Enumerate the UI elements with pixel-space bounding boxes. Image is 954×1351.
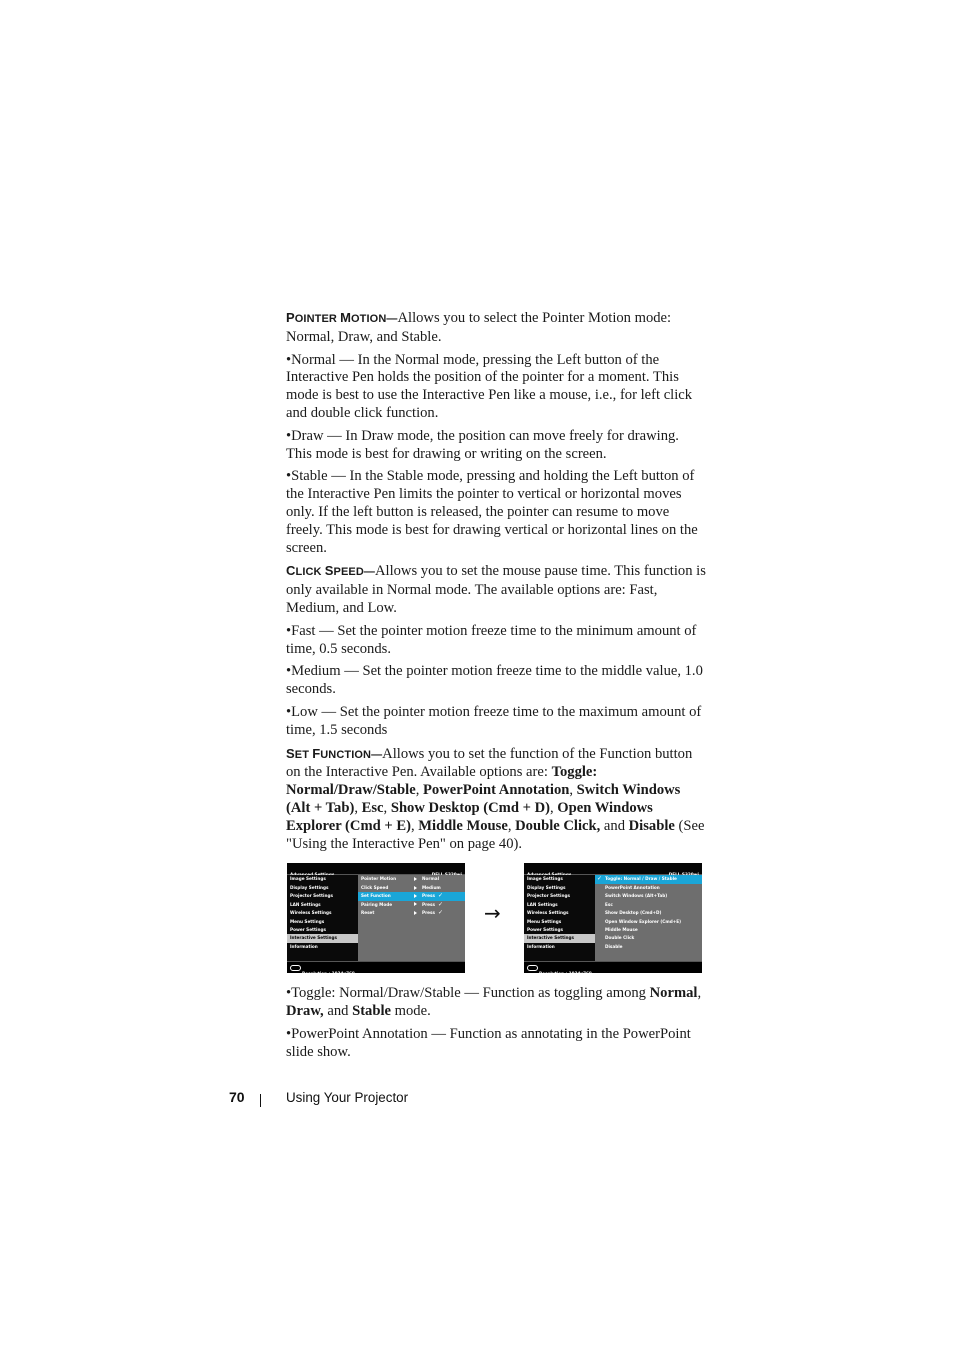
osd-menu-item-selected: Interactive Settings (287, 934, 358, 942)
footer-divider (260, 1094, 261, 1107)
osd-row-label: Reset (361, 910, 375, 916)
osd-resolution: Resolution : 1024x768 (302, 971, 355, 977)
check-icon: ✓ (438, 892, 444, 900)
arrow-right-icon (414, 894, 417, 898)
osd-option-label: Toggle: Normal / Draw / Stable (605, 876, 677, 882)
arrow-right-icon (414, 911, 417, 915)
osd-menu-item: Display Settings (290, 884, 329, 890)
bullet-toggle: •Toggle: Normal/Draw/Stable — Function as toggling among Normal, Draw, and Stable mode. (286, 985, 702, 1020)
osd-option (595, 926, 702, 934)
check-icon: ✓ (597, 875, 603, 883)
osd-menu-item: Projector Settings (527, 893, 570, 899)
osd-header (524, 863, 702, 875)
osd-row-value: Normal (422, 876, 440, 882)
bullet-draw: •Draw — In Draw mode, the position can move freely for drawing. This mode is best for drawing or writing on the screen. (286, 427, 679, 462)
osd-row-label: Pairing Mode (361, 901, 393, 907)
arrow-right-icon: → (484, 901, 501, 926)
arrow-right-icon (414, 886, 417, 890)
osd-option-label: Open Window Explorer (Cmd+E) (605, 918, 682, 924)
osd-option (595, 892, 702, 900)
osd-menu-item: Menu Settings (290, 918, 325, 924)
osd-menu-item: Projector Settings (290, 893, 333, 899)
osd-option (595, 884, 702, 892)
bullet-powerpoint: •PowerPoint Annotation — Function as annotating in the PowerPoint slide show. (286, 1025, 691, 1060)
osd-menu-item: Information (290, 943, 318, 949)
osd-option (595, 901, 702, 909)
osd-menu-item: Menu Settings (527, 918, 562, 924)
osd-option (595, 918, 702, 926)
osd-menu-item: LAN Settings (527, 901, 558, 907)
osd-option-label: Esc (605, 901, 613, 907)
page-body (286, 309, 706, 1067)
osd-option-label: Show Desktop (Cmd+D) (605, 910, 662, 916)
bullet-medium: •Medium — Set the pointer motion freeze time to the middle value, 1.0 seconds. (286, 663, 703, 698)
footer-section-title: Using Your Projector (286, 1090, 409, 1105)
osd-menu-item-selected: Interactive Settings (524, 934, 595, 942)
source-icon (527, 965, 538, 971)
set-function-heading: SET FUNCTION— (286, 745, 383, 761)
source-icon (290, 965, 301, 971)
check-icon: ✓ (438, 909, 444, 917)
osd-set-function (524, 863, 702, 977)
osd-row (358, 884, 465, 892)
osd-menu-item: Image Settings (290, 876, 326, 882)
osd-menu-item: Display Settings (527, 884, 566, 890)
osd-option (595, 943, 702, 951)
osd-menu-item: Power Settings (290, 926, 326, 932)
click-speed-heading: CLICK SPEED— (286, 563, 375, 579)
bullet-low: •Low — Set the pointer motion freeze time to the maximum amount of time, 1.5 seconds (286, 703, 702, 738)
osd-menu-item: Image Settings (527, 876, 563, 882)
osd-row-value: Press (422, 910, 435, 916)
osd-row-label: Click Speed (361, 884, 389, 890)
osd-row-value: Press (422, 901, 435, 907)
osd-submenu (358, 875, 465, 961)
osd-figures (286, 863, 706, 975)
bullet-normal: •Normal — In the Normal mode, pressing the Left button of the Interactive Pen holds the position of the pointer for a moment. This mode is best to use the Interactive Pen like a mouse, i.e., for left click and double click function. (286, 351, 693, 421)
osd-row-label: Pointer Motion (361, 876, 397, 882)
osd-row (358, 901, 465, 909)
osd-interactive-settings (287, 863, 465, 977)
osd-row-value: Medium (422, 884, 441, 890)
osd-menu-item: Power Settings (527, 926, 563, 932)
osd-header (287, 863, 465, 875)
osd-resolution: Resolution : 1024x768 (539, 971, 592, 977)
osd-row (358, 875, 465, 883)
pointer-motion-paragraph: POINTER MOTION—Allows you to select the Pointer Motion mode: Normal, Draw, and Stable. (286, 310, 672, 345)
osd-row-value: Press (422, 893, 435, 899)
page-footer (229, 1089, 629, 1109)
osd-option-selected (595, 875, 702, 883)
click-speed-paragraph: CLICK SPEED—Allows you to set the mouse pause time. This function is only available in Normal mode. The available options are: Fast, Medium, and Low. (286, 563, 706, 616)
osd-option-label: Switch Windows (Alt+Tab) (605, 893, 668, 899)
arrow-right-icon (414, 877, 417, 881)
osd-menu-item: LAN Settings (290, 901, 321, 907)
pointer-motion-heading: POINTER MOTION— (286, 310, 398, 325)
osd-options (595, 875, 702, 961)
osd-menu (524, 875, 595, 961)
osd-row-highlighted (358, 892, 465, 900)
osd-footer (524, 961, 702, 977)
osd-menu-item: Information (527, 943, 555, 949)
osd-menu (287, 875, 358, 961)
check-icon: ✓ (438, 900, 444, 908)
osd-option-label: Disable (605, 943, 623, 949)
osd-menu-item: Wireless Settings (290, 910, 332, 916)
osd-menu-item: Wireless Settings (527, 910, 569, 916)
osd-option (595, 934, 702, 942)
bullet-stable: •Stable — In the Stable mode, pressing and holding the Left button of the Interactive Pen limits the pointer to vertical or horizontal moves only. If the left button is released, the pointer can resume to move freely. This mode is best for drawing vertical or horizontal lines on the screen. (286, 468, 698, 556)
bullet-fast: •Fast — Set the pointer motion freeze time to the minimum amount of time, 0.5 seconds. (286, 622, 697, 657)
osd-row (358, 909, 465, 917)
set-function-paragraph: SET FUNCTION—Allows you to set the function of the Function button on the Interactive Pen. Available options are: Toggle: Normal/Draw/Stable, PowerPoint Annotation, Switch Windows (Alt + Tab), Esc, Show Desktop (Cmd + D), Open Windows Explorer (Cmd + E), Middle Mouse, Double Click, and Disable (See "Using the Interactive Pen" on page 40). (286, 745, 705, 852)
arrow-right-icon (414, 902, 417, 906)
osd-option (595, 909, 702, 917)
osd-row-label: Set Function (361, 893, 391, 899)
page-number: 70 (229, 1089, 245, 1105)
osd-option-label: PowerPoint Annotation (605, 884, 660, 890)
osd-option-label: Double Click (605, 935, 635, 941)
osd-footer (287, 961, 465, 977)
osd-option-label: Middle Mouse (605, 926, 638, 932)
